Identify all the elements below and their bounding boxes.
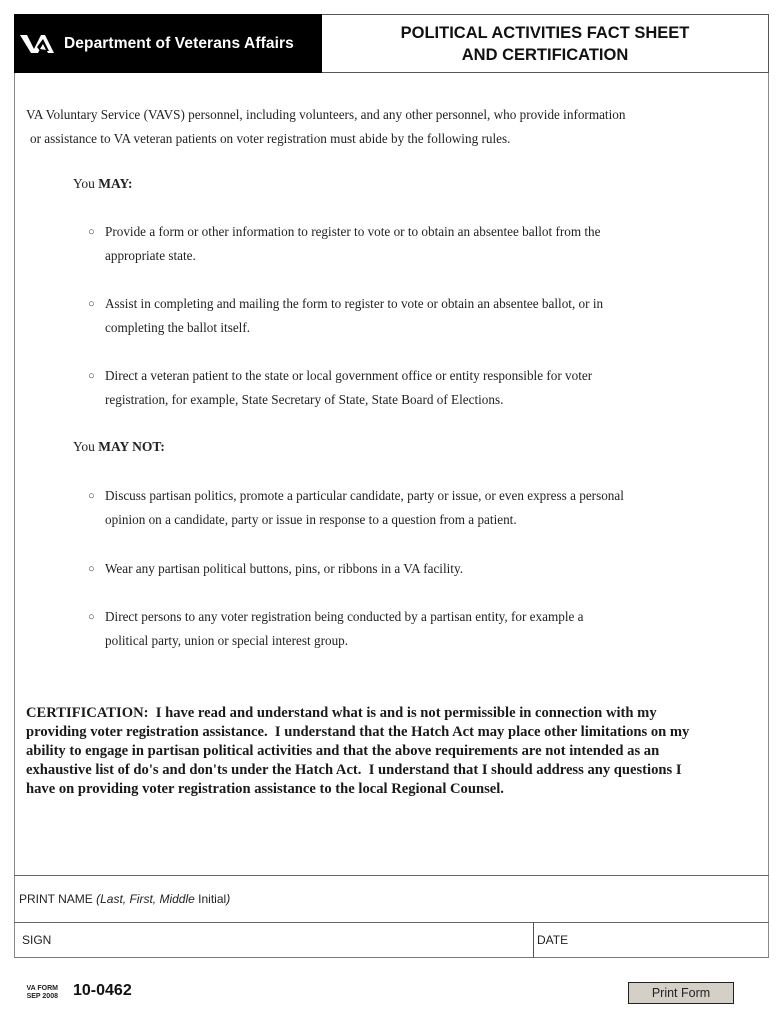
sign-field[interactable] [15,924,532,957]
intro-paragraph [26,103,706,151]
divider [14,875,769,876]
bullet-circle-icon: ○ [88,298,95,310]
form-date: SEP 2008 [26,992,58,1000]
form-title-line1: POLITICAL ACTIVITIES FACT SHEET [400,23,690,42]
may-heading [73,176,133,192]
department-name: Department of Veterans Affairs [64,34,294,52]
certification-line4: exhaustive list of do's and don'ts under the Hatch Act. I understand that I should address any questions I [26,762,682,778]
may-not-item [88,484,728,532]
form-number: 10-0462 [73,982,132,999]
may-not-item-line1: Wear any partisan political buttons, pins, or ribbons in a VA facility. [105,561,463,576]
bullet-circle-icon: ○ [88,370,95,382]
va-form-label: VA FORM [26,985,58,992]
may-item-line2: appropriate state. [105,248,196,263]
may-label: MAY: [98,176,133,191]
may-not-item-line2: political party, union or special interest group. [105,633,349,648]
may-item-line1: Direct a veteran patient to the state or local government office or entity responsible for voter [105,368,593,383]
may-not-prefix: You [73,439,99,454]
certification-line1: CERTIFICATION: I have read and understand what is and is not permissible in connection with my [26,705,657,721]
print-form-button[interactable]: Print Form [628,982,734,1004]
may-item [88,292,728,340]
may-item [88,220,728,268]
va-logo-icon [18,29,58,59]
print-name-hint-close: ) [226,892,231,906]
may-not-item [88,605,728,653]
print-name-hint-initial: Initial [194,892,227,906]
may-not-label: MAY NOT: [98,439,165,454]
form-title [322,14,769,73]
print-name-field[interactable] [15,877,768,921]
form-title-line2: AND CERTIFICATION [461,45,629,64]
divider [533,922,534,958]
certification-statement [26,704,756,799]
divider [14,922,769,923]
certification-line2: providing voter registration assistance. I understand that the Hatch Act may place other limitations on my [26,724,690,740]
may-not-item-line1: Discuss partisan politics, promote a particular candidate, party or issue, or even express a personal [105,488,624,503]
certification-line5: have on providing voter registration assistance to the local Regional Counsel. [26,781,504,797]
may-not-heading [73,439,165,455]
may-not-item-line1: Direct persons to any voter registration being conducted by a partisan entity, for example a [105,609,584,624]
may-item-line2: completing the ballot itself. [105,320,251,335]
may-not-item [88,557,728,581]
intro-line1: VA Voluntary Service (VAVS) personnel, including volunteers, and any other personnel, who provide information [26,107,626,122]
intro-line2: or assistance to VA veteran patients on voter registration must abide by the following rules. [30,131,511,146]
date-field[interactable] [535,924,768,957]
form-id-label [16,985,58,1000]
certification-line3: ability to engage in partisan political activities and that the above requirements are not intended as an [26,743,660,759]
may-prefix: You [73,176,99,191]
print-name-label [19,892,230,906]
may-item [88,364,728,412]
may-item-line1: Assist in completing and mailing the form to register to vote or obtain an absentee ballot, or in [105,296,604,311]
bullet-circle-icon: ○ [88,611,95,623]
may-item-line1: Provide a form or other information to register to vote or to obtain an absentee ballot from the [105,224,601,239]
date-label: DATE [537,933,569,947]
bullet-circle-icon: ○ [88,563,95,575]
bullet-circle-icon: ○ [88,490,95,502]
bullet-circle-icon: ○ [88,226,95,238]
may-not-item-line2: opinion on a candidate, party or issue in response to a question from a patient. [105,512,517,527]
may-item-line2: registration, for example, State Secretary of State, State Board of Elections. [105,392,504,407]
print-name-hint: (Last, First, Middle [96,892,195,906]
print-name-label-text: PRINT NAME [19,892,97,906]
sign-label: SIGN [22,933,52,947]
header-brand [14,14,322,73]
